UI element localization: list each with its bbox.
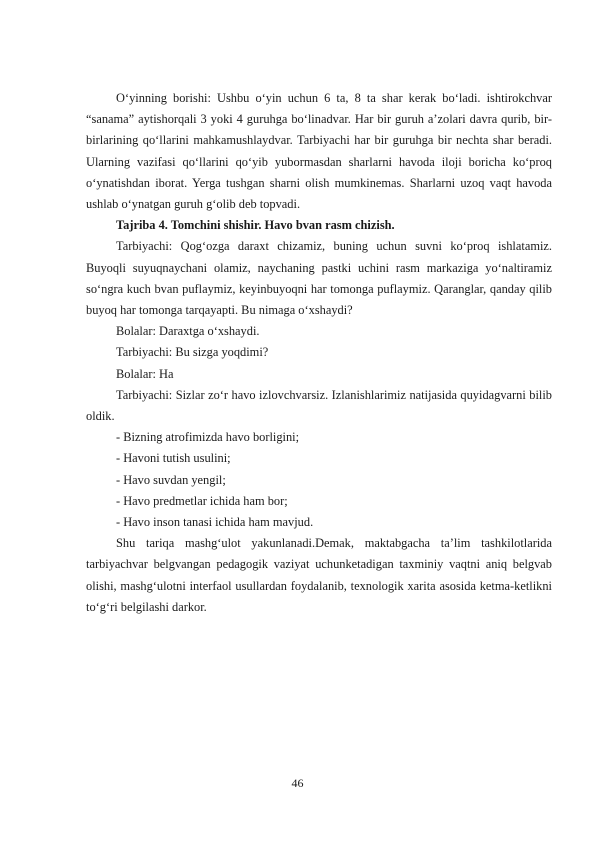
list-item: - Havo suvdan yengil;: [116, 472, 226, 487]
paragraph-conclusion: Shu tariqa mashg‘ulot yakunlanadi.Demak, maktabgacha ta’lim tashkilotlarida tarbiyachvar belgvangan pedagogik vaziyat uchunketadigan taxminiy vaqtni aniq belgvab olishi, mashg‘ulotni interfaol usullardan foydalanib, texnologik xarita asosida ketma-ketlikni to‘g‘ri belgilashi darkor.: [86, 536, 552, 614]
list-item: - Havo predmetlar ichida ham bor;: [116, 493, 288, 508]
experiment-heading: Tajriba 4. Tomchini shishir. Havo bvan rasm chizish.: [116, 218, 395, 233]
list-item: - Havoni tutish usulini;: [116, 451, 231, 466]
paragraph-game-rules: O‘yinning borishi: Ushbu o‘yin uchun 6 ta, 8 ta shar kerak bo‘ladi. ishtirokchvar “sanama” aytishorqali 3 yoki 4 guruhga bo‘linadvar. Har bir guruh a’zolari davra qurib, bir-birlarining qo‘llarini mahkamushlaydvar. Tarbiyachi har bir guruhga bir nechta shar beradi. Ularning vazifasi qo‘llarini qo‘yib yubormasdan sharlarni havoda iloji boricha ko‘proq o‘ynatishdan iborat. Yerga tushgan sharni olish mumkinemas. Sharlarni uzoq vaqt havoda ushlab o‘ynatgan guruh g‘olib deb topvadi.: [86, 91, 552, 212]
page-number: 46: [291, 776, 304, 790]
dialogue-line: Bolalar: Daraxtga o‘xshaydi.: [116, 324, 260, 339]
paragraph-teacher-summary: Tarbiyachi: Sizlar zo‘r havo izlovchvarsiz. Izlanishlarimiz natijasida quyidagvarni bilib oldik.: [86, 387, 552, 424]
paragraph-teacher-instructions: Tarbiyachi: Qog‘ozga daraxt chizamiz, buning uchun suvni ko‘proq ishlatamiz. Buyoqli suyuqnaychani olamiz, naychaning pastki uchini rasm markaziga yo‘naltiramiz so‘ngra kuch bvan puflaymiz, keyinbuyoqni har tomonga puflaymiz. Qaranglar, qanday qilib buyoq har tomonga tarqayapti. Bu nimaga o‘xshaydi?: [86, 239, 552, 318]
dialogue-line: Tarbiyachi: Bu sizga yoqdimi?: [116, 345, 269, 360]
list-item: - Havo inson tanasi ichida ham mavjud.: [116, 515, 314, 530]
list-item: - Bizning atrofimizda havo borligini;: [116, 430, 300, 445]
page-body: [86, 88, 552, 618]
dialogue-line: Bolalar: Ha: [116, 366, 174, 381]
